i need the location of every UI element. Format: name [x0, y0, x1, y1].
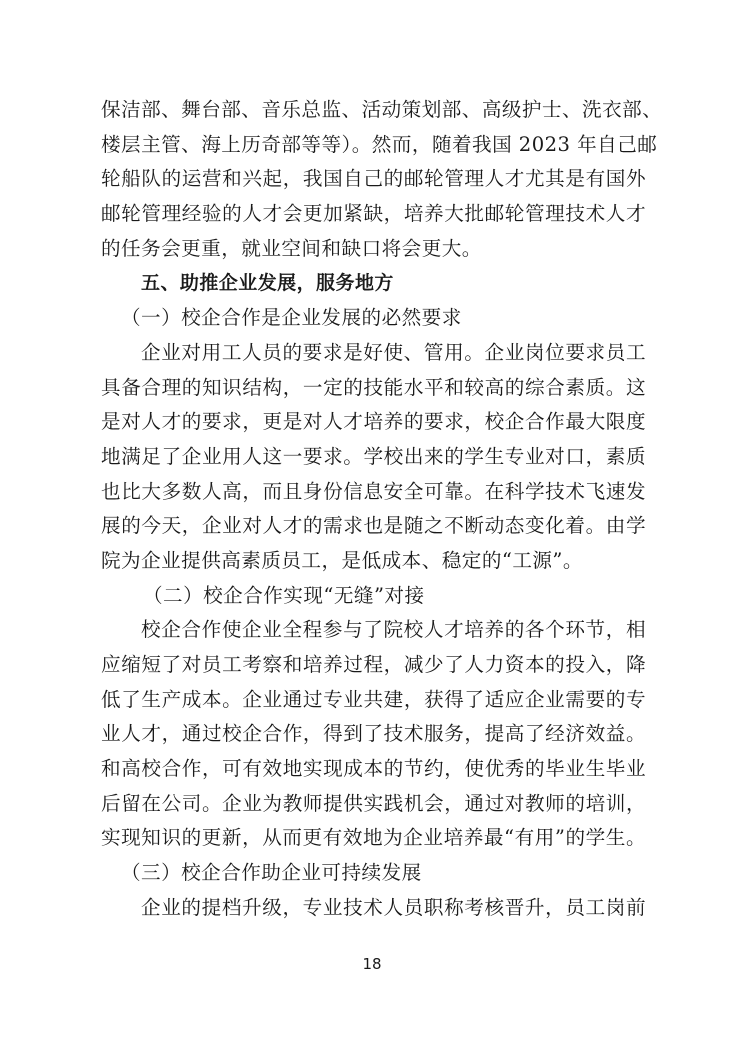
subsection-heading: （一）校企合作是企业发展的必然要求 [121, 306, 462, 330]
paragraph-line: 和高校合作，可有效地实现成本的节约，使优秀的毕业生毕业 [101, 757, 646, 781]
paragraph-line: 展的今天，企业对人才的需求也是随之不断动态变化着。由学 [101, 514, 646, 538]
paragraph-line: 保洁部、舞台部、音乐总监、活动策划部、高级护士、洗衣部、 [101, 98, 663, 121]
paragraph-line: 校企合作使企业全程参与了院校人才培养的各个环节，相 [141, 618, 646, 642]
paragraph-line: 地满足了企业用人这一要求。学校出来的学生专业对口，素质 [101, 444, 646, 468]
paragraph-line: 也比大多数人高，而且身份信息安全可靠。在科学技术飞速发 [101, 479, 646, 503]
page-body [101, 93, 663, 926]
paragraph-line: 实现知识的更新，从而更有效地为企业培养最“有用”的学生。 [101, 826, 646, 850]
paragraph-line: 应缩短了对员工考察和培养过程，减少了人力资本的投入，降 [101, 653, 646, 676]
paragraph-line: 企业对用工人员的要求是好使、管用。企业岗位要求员工 [141, 340, 646, 364]
paragraph-line: 具备合理的知识结构，一定的技能水平和较高的综合素质。这 [101, 375, 646, 399]
subsection-heading: （三）校企合作助企业可持续发展 [121, 861, 422, 885]
section-heading: 五、助推企业发展，服务地方 [141, 272, 394, 295]
subsection-heading: （二）校企合作实现“无缝”对接 [143, 583, 425, 607]
paragraph-line: 院为企业提供高素质员工，是低成本、稳定的“工源”。 [101, 548, 583, 572]
paragraph-line: 的任务会更重，就业空间和缺口将会更大。 [101, 236, 482, 260]
paragraph-line: 低了生产成本。企业通过专业共建，获得了适应企业需要的专 [101, 687, 646, 711]
paragraph-line: 后留在公司。企业为教师提供实践机会，通过对教师的培训， [101, 791, 646, 815]
paragraph-line: 楼层主管、海上历奇部等等）。然而，随着我国 2023 年自己邮 [101, 132, 658, 156]
paragraph-line: 企业的提档升级，专业技术人员职称考核晋升，员工岗前 [141, 895, 646, 919]
paragraph-line: 轮船队的运营和兴起，我国自己的邮轮管理人才尤其是有国外 [101, 167, 646, 191]
paragraph-line: 业人才，通过校企合作，得到了技术服务，提高了经济效益。 [101, 722, 646, 746]
paragraph-line: 邮轮管理经验的人才会更加紧缺，培养大批邮轮管理技术人才 [101, 202, 646, 226]
page-number: 18 [362, 955, 382, 973]
paragraph-line: 是对人才的要求，更是对人才培养的要求，校企合作最大限度 [101, 410, 646, 434]
